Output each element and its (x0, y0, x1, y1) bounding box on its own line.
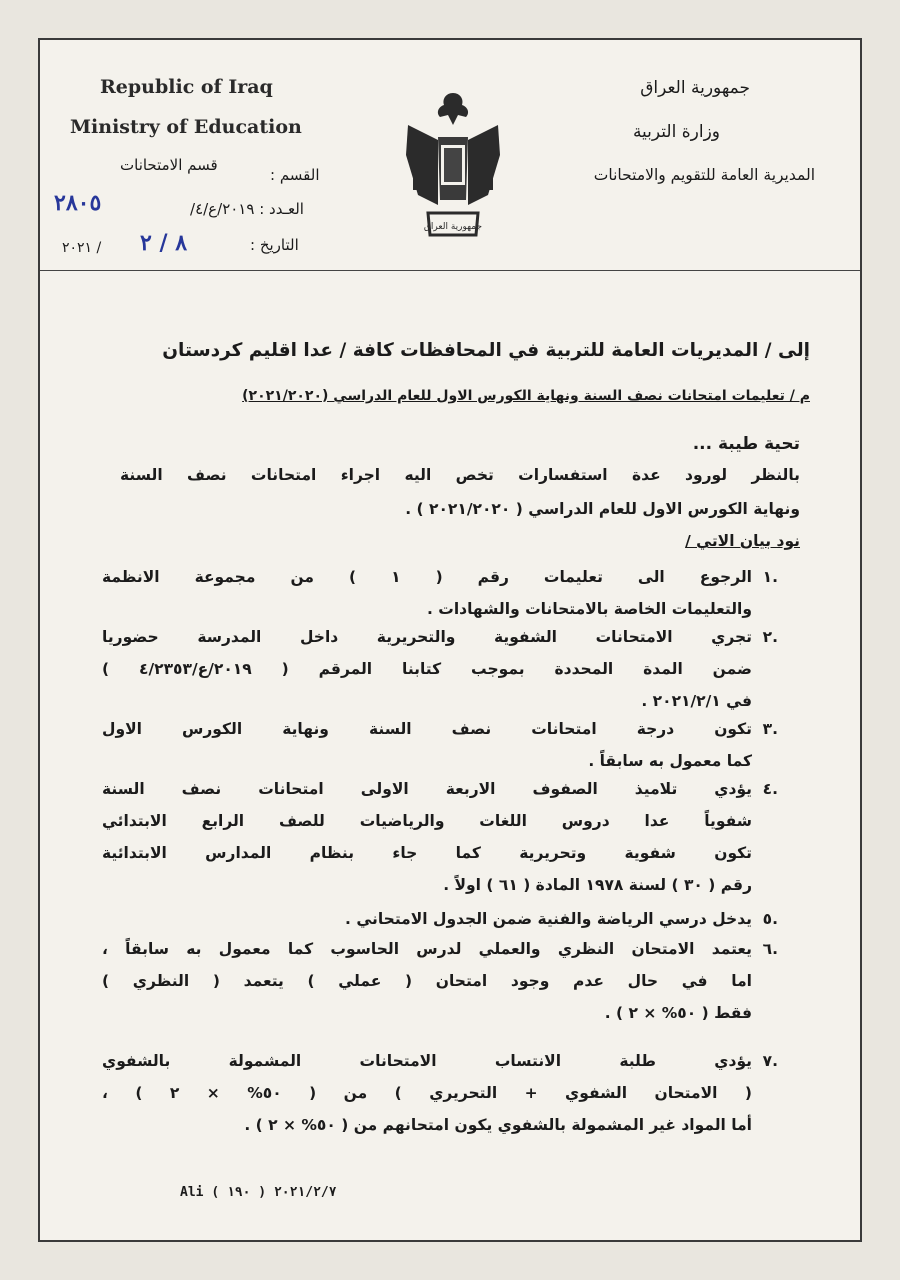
en-ministry: Ministry of Education (70, 116, 302, 138)
date-year: / ٢٠٢١ (62, 240, 102, 256)
subject-line: م / تعليمات امتحانات نصف السنة ونهاية الكورس الاول للعام الدراسي (٢٠٢١/٢٠٢٠) (242, 388, 810, 404)
intro-line-2: ونهاية الكورس الاول للعام الدراسي ( ٢٠٢١/٢٠٢٠ ) . (405, 500, 800, 518)
item-line: والتعليمات الخاصة بالامتحانات والشهادات . (426, 600, 752, 618)
en-republic: Republic of Iraq (100, 76, 273, 98)
intro-line-1: بالنظر لورود عدة استفسارات تخص اليه اجراء امتحانات نصف السنة (120, 466, 800, 484)
addressee: إلى / المديريات العامة للتربية في المحافظات كافة / عدا اقليم كردستان (162, 340, 810, 361)
section-value: قسم الامتحانات (120, 156, 218, 174)
item-line: في ٢٠٢١/٢/١ . (641, 692, 752, 710)
item-line: ضمن المدة المحددة بموجب كتابنا المرقم ( ٢٠١٩/ع/٤/٢٣٥٣ ) (102, 660, 752, 678)
item-number: .١ (762, 568, 778, 586)
number-handwritten: ٢٨٠٥ (54, 190, 102, 216)
header-divider (40, 270, 860, 271)
item-number: .٢ (762, 628, 778, 646)
item-line: يعتمد الامتحان النظري والعملي لدرس الحاسوب كما معمول به سابقاً ، (102, 940, 752, 958)
emblem-caption: جمهورية العراق (423, 222, 483, 232)
item-line: يدخل درسي الرياضة والفنية ضمن الجدول الامتحاني . (345, 910, 752, 928)
item-line: أما المواد غير المشمولة بالشفوي يكون امتحانهم من ( ٥٠% × ٢ ) . (244, 1116, 752, 1134)
item-number: .٤ (762, 780, 778, 798)
item-line: تكون شفوية وتحريرية كما جاء بنظام المدارس الابتدائية (102, 844, 752, 862)
item-line: كما معمول به سابقاً . (588, 752, 752, 770)
item-line: تجري الامتحانات الشفوية والتحريرية داخل المدرسة حضوريا (102, 628, 752, 646)
item-line: يؤدي طلبة الانتساب الامتحانات المشمولة بالشفوي (102, 1052, 752, 1070)
item-number: .٥ (762, 910, 778, 928)
ar-republic: جمهورية العراق (640, 78, 750, 98)
letter-sheet (38, 38, 862, 1242)
item-line: يؤدي تلاميذ الصفوف الاربعة الاولى امتحانات نصف السنة (102, 780, 752, 798)
intro-line-3: نود بيان الاتي / (685, 532, 800, 550)
ar-directorate: المديرية العامة للتقويم والامتحانات (593, 166, 815, 184)
date-handwritten: ٨ / ٢ (140, 230, 188, 256)
number-label: العـدد : ٢٠١٩/ع/٤/ (190, 200, 304, 218)
date-label: التاريخ : (250, 236, 299, 254)
item-line: تكون درجة امتحانات نصف السنة ونهاية الكورس الاول (102, 720, 752, 738)
item-line: ( الامتحان الشفوي + التحريري ) من ( ٥٠% × ٢ ) ، (102, 1084, 752, 1102)
item-number: .٣ (762, 720, 778, 738)
section-label: القسم : (270, 166, 320, 184)
ar-ministry: وزارة التربية (632, 122, 720, 142)
item-number: .٦ (762, 940, 778, 958)
item-number: .٧ (762, 1052, 778, 1070)
item-line: اما في حال عدم وجود امتحان ( عملي ) يتعمد ( النظري ) (102, 972, 752, 990)
iraq-eagle-emblem-icon (398, 85, 508, 245)
item-line: الرجوع الى تعليمات رقم ( ١ ) من مجموعة الانظمة (102, 568, 752, 586)
item-line: شفوياً عدا دروس اللغات والرياضيات للصف الرابع الابتدائي (102, 812, 752, 830)
greeting: تحية طيبة ... (692, 434, 800, 454)
item-line: فقط ( ٥٠% × ٢ ) . (604, 1004, 752, 1022)
item-line: رقم ( ٣٠ ) لسنة ١٩٧٨ المادة ( ٦١ ) اولاً . (443, 876, 752, 894)
footer-reference: Ali ٢٠٢١/٢/٧ ( ١٩٠ ) (180, 1185, 337, 1200)
